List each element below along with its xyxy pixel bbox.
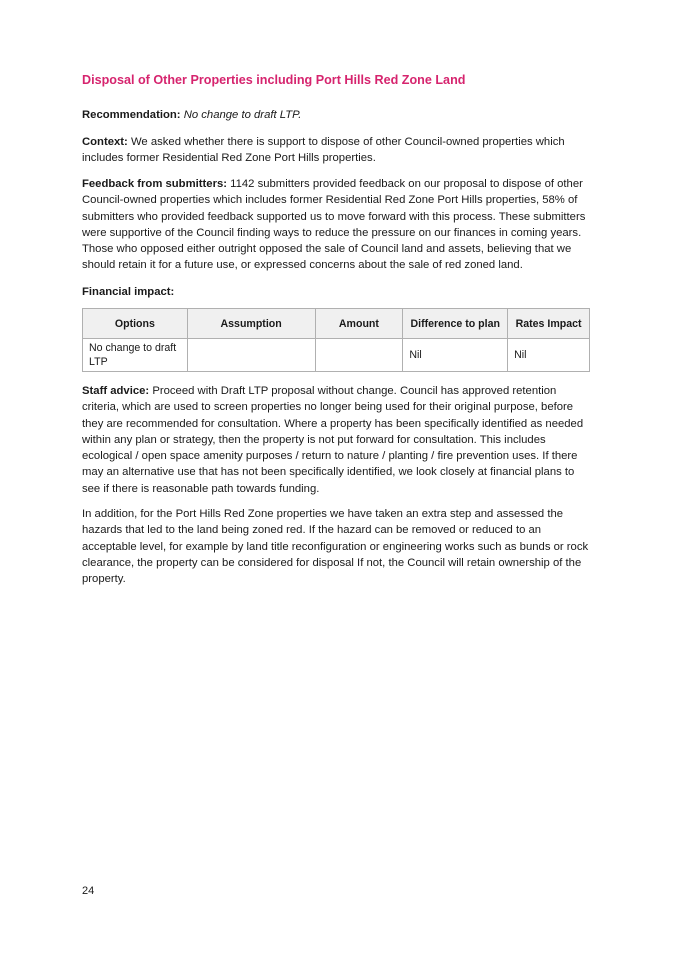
feedback-label: Feedback from submitters: <box>82 178 228 190</box>
page-number: 24 <box>82 885 95 897</box>
staff-advice-text: Proceed with Draft LTP proposal without change. Council has approved retention criteria, which are used to screen properties no longer being used for their original purpose, before they are recommended for consultation. Where a property has been specifically identified as needed within any plan or strategy, then the property is not put forward for consultation. This includes ecological / open space amenity purposes / return to nature / planting / fire prevention uses. If there may an alternative use that has not been specifically identified, we look closely at financial plans to see if there is reasonable path towards funding. <box>82 385 584 495</box>
table-cell-rates-impact: Nil <box>508 339 590 372</box>
section-title: Disposal of Other Properties including Port Hills Red Zone Land <box>82 73 466 87</box>
port-hills-paragraph: In addition, for the Port Hills Red Zone properties we have taken an extra step and assessed the hazards that led to the land being zoned red. If the hazard can be removed or reduced to an acceptable level, for example by land title reconfiguration or engineering works such as bunds or rock clearance, the property can be considered for disposal If not, the Council will retain ownership of the property. <box>82 508 589 586</box>
table-cell-assumption <box>187 339 315 372</box>
financial-impact-table <box>82 308 590 372</box>
context-text: We asked whether there is support to dispose of other Council-owned properties which includes former Residential Red Zone Port Hills properties. <box>82 136 565 165</box>
recommendation-paragraph <box>82 107 594 123</box>
table-cell-amount <box>315 339 403 372</box>
financial-impact-heading <box>82 284 594 300</box>
feedback-paragraph <box>82 176 594 274</box>
table-header-row <box>83 309 590 339</box>
context-label: Context: <box>82 136 128 148</box>
recommendation-text: No change to draft LTP. <box>183 109 302 121</box>
column-header-options: Options <box>83 309 188 339</box>
recommendation-label: Recommendation: <box>82 109 181 121</box>
staff-advice-label: Staff advice: <box>82 385 150 397</box>
table-cell-option: No change to draft LTP <box>83 339 188 372</box>
financial-impact-label: Financial impact: <box>82 286 175 298</box>
table-row <box>83 339 590 372</box>
context-paragraph <box>82 134 594 167</box>
column-header-rates-impact: Rates Impact <box>508 309 590 339</box>
column-header-difference: Difference to plan <box>403 309 508 339</box>
staff-advice-paragraph <box>82 383 594 497</box>
column-header-assumption: Assumption <box>187 309 315 339</box>
column-header-amount: Amount <box>315 309 403 339</box>
table-cell-difference: Nil <box>403 339 508 372</box>
feedback-text: 1142 submitters provided feedback on our proposal to dispose of other Council-owned properties which includes former Residential Red Zone Port Hills properties, 58% of submitters who provided feedback supported us to move forward with this process. These submitters were supportive of the Council finding ways to reduce the pressure on our finances in coming years. Those who opposed either outright opposed the sale of Council land and assets, believing that we should retain it for a future use, or expressed concerns about the sale of red zoned land. <box>82 178 586 272</box>
